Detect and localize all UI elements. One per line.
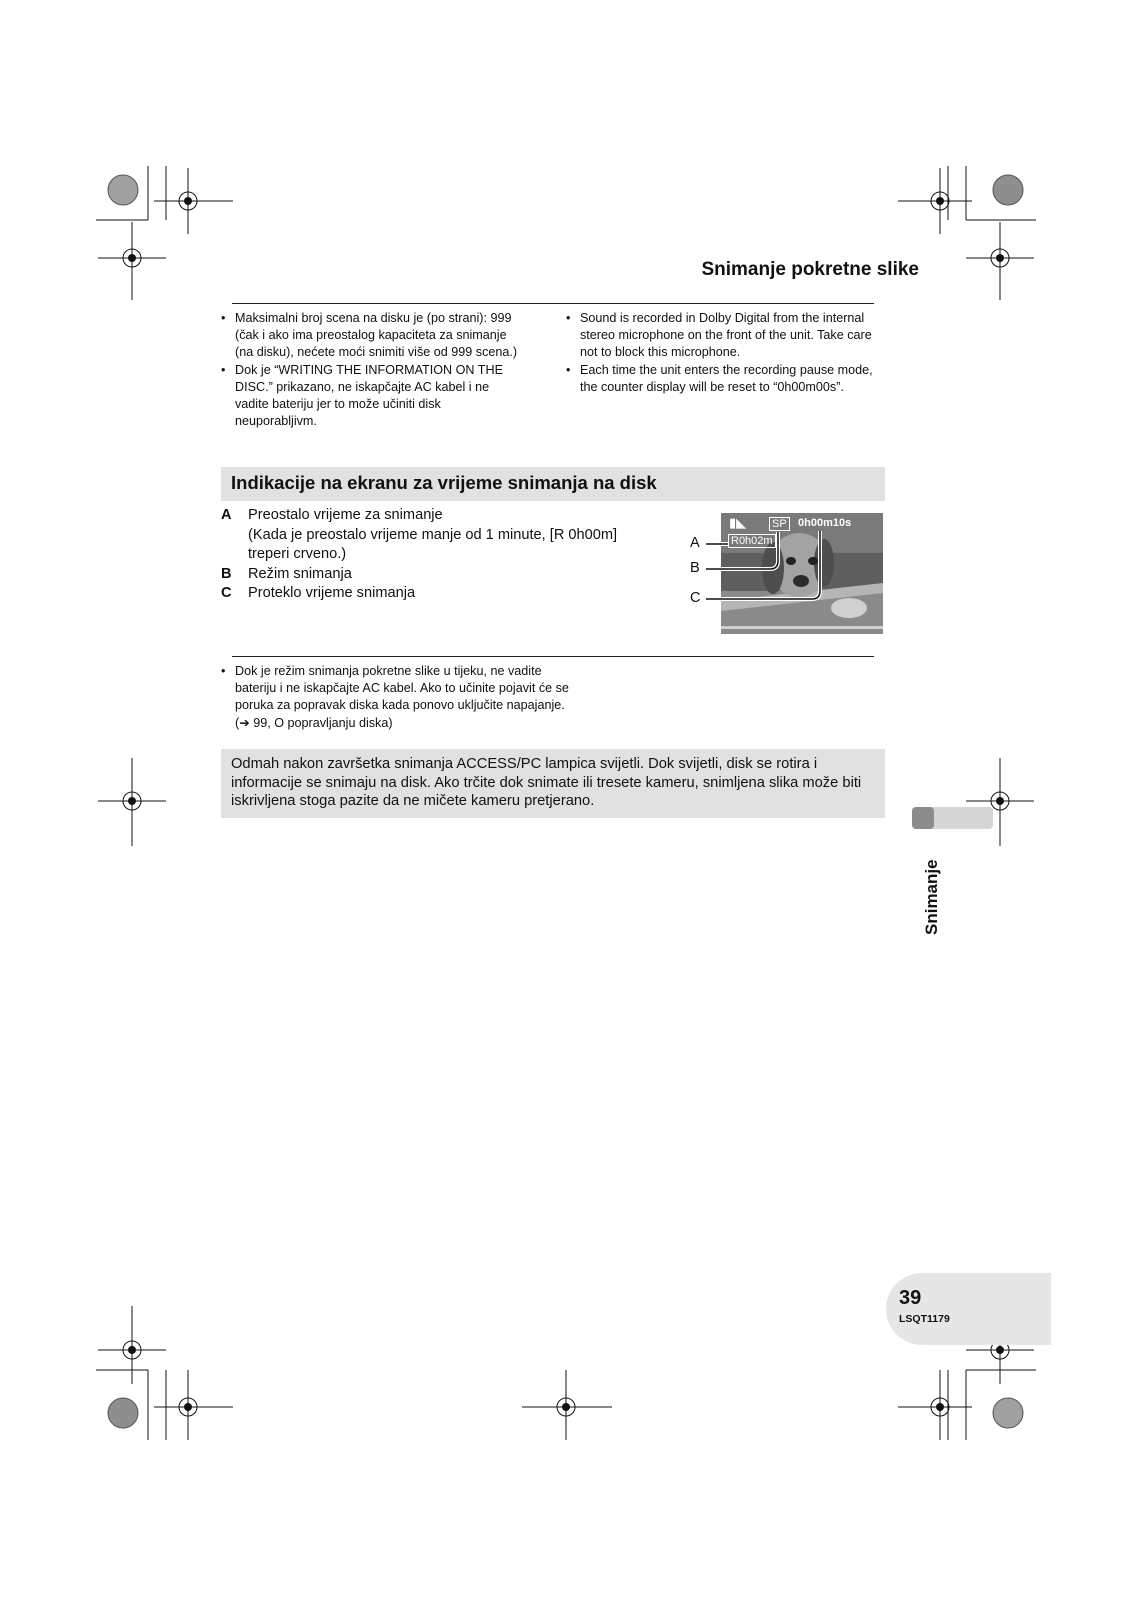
dog-photo [721, 513, 883, 634]
document-code: LSQT1179 [899, 1313, 950, 1325]
info-text: Odmah nakon završetka snimanja ACCESS/PC lampica svijetli. Dok svijetli, disk se rotira i informacije se snimaju na disk. Ako trčite dok snimate ili tresete kameru, snimljena slika može biti iskrivljena stoga pazite da ne mičete kameru pretjerano. [231, 756, 862, 809]
info-box [221, 749, 885, 818]
indicator-legend [221, 506, 643, 604]
warning-notes [221, 663, 581, 732]
header-rule [232, 303, 874, 304]
recording-mode-indicator: SP [769, 517, 790, 531]
note-item: • Maksimalni broj scena na disku je (po strani): 999 (čak i ako ima preostalog kapaciteta za snimanje (na disku), nećete moći snimiti više od 999 scena.) [221, 310, 521, 362]
notes-left [221, 310, 521, 430]
legend-text: Proteklo vrijeme snimanja [248, 585, 416, 601]
chapter-tab-marker [912, 807, 934, 829]
legend-key: B [221, 565, 232, 582]
remaining-time-indicator: R0h02m [728, 534, 776, 548]
page-number: 39 [899, 1287, 922, 1309]
video-camera-icon: ▮◣ [729, 515, 747, 530]
section-header [221, 467, 885, 501]
legend-text: Režim snimanja [248, 565, 352, 582]
notes-right [566, 310, 886, 396]
legend-text: Preostalo vrijeme za snimanje [248, 507, 443, 523]
note-item: • Dok je “WRITING THE INFORMATION ON THE DISC.” prikazano, ne iskapčajte AC kabel i ne vadite bateriju jer to može učiniti disk neuporabljivm. [221, 362, 521, 431]
callout-c: C [690, 590, 701, 606]
legend-item [221, 584, 643, 604]
legend-subtext: (Kada je preostalo vrijeme manje od 1 minute, [R 0h00m] treperi crveno.) [248, 526, 618, 562]
section-title: Indikacije na ekranu za vrijeme snimanja na disk [231, 472, 657, 493]
callout-b: B [690, 560, 700, 576]
legend-item [221, 565, 643, 585]
note-item: • Sound is recorded in Dolby Digital from the internal stereo microphone on the front of the unit. Take care not to block this microphone. [566, 310, 886, 362]
legend-key: C [221, 585, 232, 601]
legend-key: A [221, 507, 232, 523]
section-rule [232, 656, 874, 657]
note-item: • Dok je režim snimanja pokretne slike u tijeku, ne vadite bateriju i ne iskapčajte AC kabel. Ako to učinite pojavit će se poruka za popravak diska kada ponovo uključite napajanje. (➔ 99, O popravljanju diska) [221, 663, 581, 732]
chapter-label: Snimanje [922, 859, 941, 935]
elapsed-time-indicator: 0h00m10s [798, 517, 852, 529]
page-title: Snimanje pokretne slike [701, 259, 919, 280]
camera-screen [721, 513, 883, 634]
note-item: • Each time the unit enters the recording pause mode, the counter display will be reset to “0h00m00s”. [566, 362, 886, 396]
legend-item [221, 506, 643, 565]
callout-a: A [690, 535, 700, 551]
